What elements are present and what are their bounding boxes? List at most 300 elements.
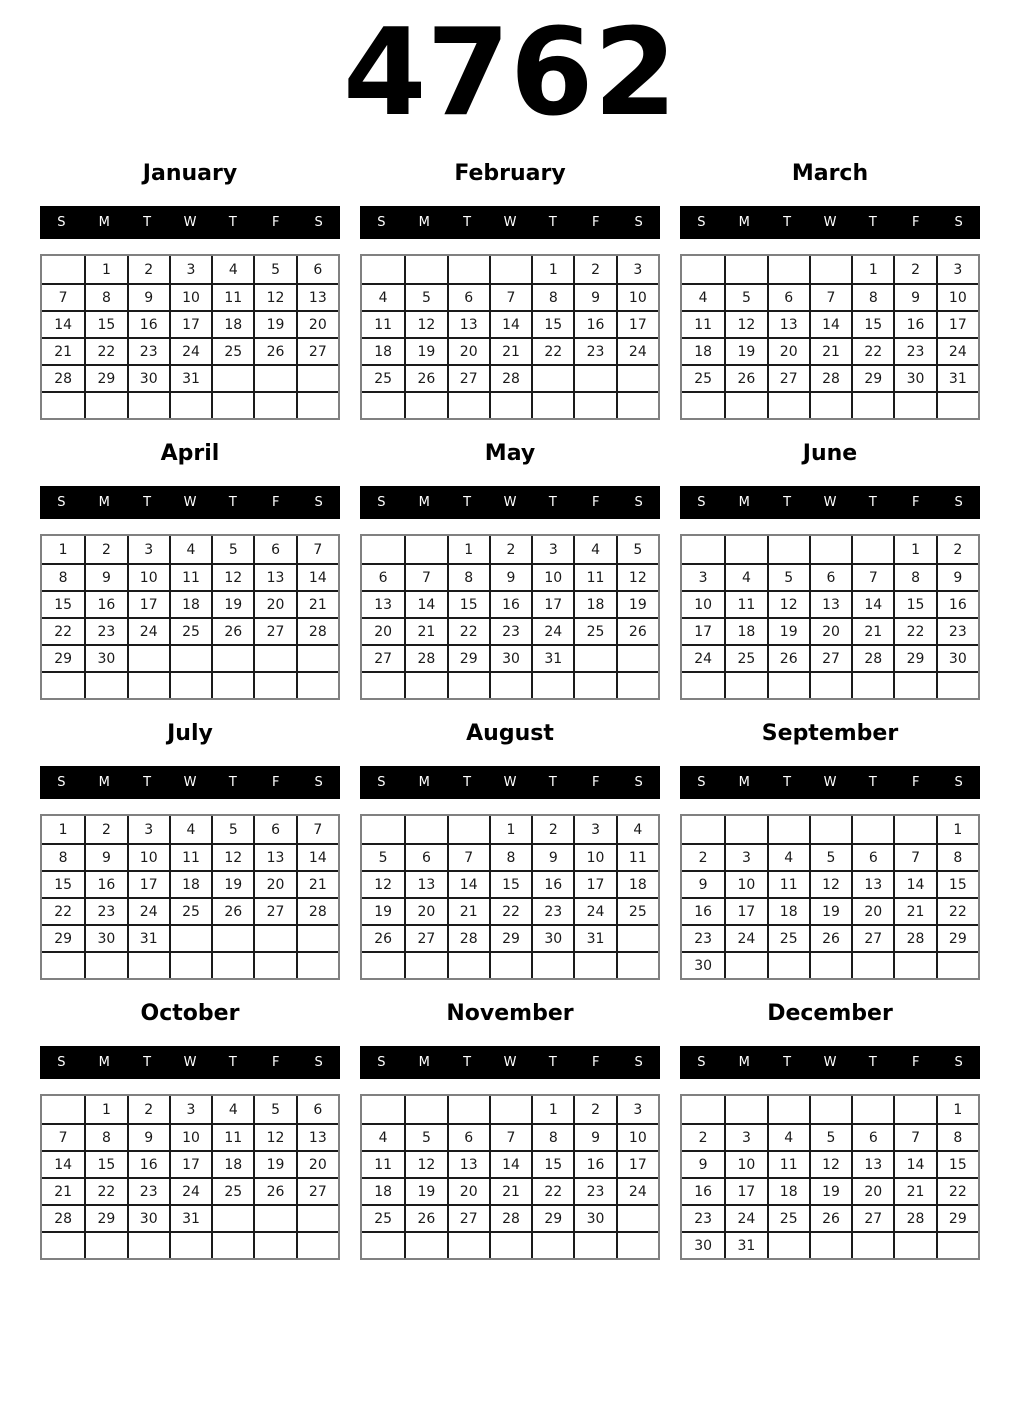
day-cell-empty <box>447 256 489 283</box>
day-cell-empty <box>616 644 658 671</box>
day-cell: 12 <box>362 870 404 897</box>
day-cell: 16 <box>573 310 615 337</box>
day-cell: 19 <box>404 337 446 364</box>
day-grid <box>40 254 340 420</box>
day-cell-empty <box>724 951 766 978</box>
day-cell: 30 <box>682 951 724 978</box>
day-cell: 11 <box>362 310 404 337</box>
weekday-header <box>40 766 340 799</box>
day-cell: 3 <box>531 536 573 563</box>
day-cell-empty <box>169 671 211 698</box>
day-cell: 7 <box>42 283 84 310</box>
day-cell: 25 <box>724 644 766 671</box>
day-cell-empty <box>362 1096 404 1123</box>
day-cell-empty <box>362 951 404 978</box>
day-cell: 24 <box>616 1177 658 1204</box>
day-cell-empty <box>362 671 404 698</box>
day-cell: 7 <box>893 843 935 870</box>
month-name: October <box>140 1001 240 1026</box>
day-cell-empty <box>809 1096 851 1123</box>
day-cell: 2 <box>531 816 573 843</box>
day-cell: 24 <box>682 644 724 671</box>
day-cell: 4 <box>767 1123 809 1150</box>
weekday-label: W <box>823 775 837 790</box>
day-cell: 6 <box>767 283 809 310</box>
weekday-header <box>680 766 980 799</box>
day-cell: 25 <box>767 1204 809 1231</box>
day-cell: 22 <box>489 897 531 924</box>
day-cell: 31 <box>936 364 978 391</box>
day-cell: 7 <box>809 283 851 310</box>
day-cell: 25 <box>362 364 404 391</box>
day-cell: 2 <box>127 1096 169 1123</box>
day-cell-empty <box>447 1096 489 1123</box>
day-cell: 18 <box>211 1150 253 1177</box>
day-cell: 28 <box>447 924 489 951</box>
day-cell: 9 <box>573 1123 615 1150</box>
day-cell: 25 <box>616 897 658 924</box>
day-cell: 24 <box>616 337 658 364</box>
day-cell: 22 <box>936 897 978 924</box>
day-cell: 7 <box>296 536 338 563</box>
weekday-label: T <box>868 775 877 790</box>
weekday-label: S <box>954 495 963 510</box>
day-cell-empty <box>531 951 573 978</box>
day-cell: 10 <box>127 843 169 870</box>
day-cell: 2 <box>682 843 724 870</box>
day-cell-empty <box>936 951 978 978</box>
day-cell: 20 <box>809 617 851 644</box>
day-cell: 25 <box>211 337 253 364</box>
day-cell-empty <box>211 364 253 391</box>
day-cell-empty <box>616 951 658 978</box>
day-cell-empty <box>42 391 84 418</box>
day-cell: 6 <box>447 1123 489 1150</box>
weekday-label: S <box>377 775 386 790</box>
day-cell-empty <box>404 391 446 418</box>
day-cell: 6 <box>296 256 338 283</box>
weekday-label: S <box>57 215 66 230</box>
day-cell: 25 <box>169 617 211 644</box>
month-name: January <box>142 161 238 186</box>
day-cell: 29 <box>42 924 84 951</box>
day-cell: 12 <box>253 1123 295 1150</box>
day-cell: 5 <box>724 283 766 310</box>
day-cell-empty <box>447 1231 489 1258</box>
day-cell-empty <box>253 1231 295 1258</box>
day-cell: 11 <box>616 843 658 870</box>
day-cell: 24 <box>127 897 169 924</box>
day-cell: 15 <box>851 310 893 337</box>
month-block <box>680 720 980 980</box>
day-cell: 19 <box>404 1177 446 1204</box>
day-cell: 9 <box>127 1123 169 1150</box>
day-cell: 16 <box>682 897 724 924</box>
weekday-label: W <box>503 775 517 790</box>
day-cell: 6 <box>851 843 893 870</box>
day-cell: 27 <box>809 644 851 671</box>
weekday-label: T <box>783 215 792 230</box>
weekday-label: S <box>377 215 386 230</box>
day-cell: 5 <box>404 1123 446 1150</box>
weekday-label: T <box>463 495 472 510</box>
day-cell-empty <box>447 816 489 843</box>
day-cell: 11 <box>767 870 809 897</box>
day-cell: 7 <box>893 1123 935 1150</box>
day-cell: 12 <box>211 563 253 590</box>
day-cell: 7 <box>489 283 531 310</box>
day-cell: 16 <box>682 1177 724 1204</box>
day-cell: 12 <box>616 563 658 590</box>
day-cell-empty <box>767 951 809 978</box>
day-cell-empty <box>767 256 809 283</box>
day-cell: 4 <box>573 536 615 563</box>
weekday-label: F <box>271 775 280 790</box>
day-cell: 13 <box>809 590 851 617</box>
day-cell: 20 <box>447 337 489 364</box>
day-cell: 14 <box>489 310 531 337</box>
day-cell-empty <box>404 1231 446 1258</box>
day-cell: 5 <box>253 256 295 283</box>
day-grid <box>360 254 660 420</box>
day-cell: 2 <box>573 256 615 283</box>
day-cell-empty <box>404 536 446 563</box>
month-block <box>680 440 980 700</box>
weekday-label: M <box>98 1055 110 1070</box>
day-cell: 17 <box>682 617 724 644</box>
day-cell: 21 <box>851 617 893 644</box>
day-cell-empty <box>211 1204 253 1231</box>
day-cell: 28 <box>489 364 531 391</box>
day-cell-empty <box>682 536 724 563</box>
day-cell: 10 <box>724 1150 766 1177</box>
day-cell: 17 <box>127 590 169 617</box>
weekday-label: S <box>954 215 963 230</box>
weekday-label: T <box>548 215 557 230</box>
day-cell: 8 <box>936 1123 978 1150</box>
day-cell-empty <box>851 1096 893 1123</box>
day-cell-empty <box>573 1231 615 1258</box>
day-cell-empty <box>84 951 126 978</box>
day-cell: 24 <box>127 617 169 644</box>
weekday-label: M <box>98 495 110 510</box>
month-block <box>360 440 660 700</box>
day-cell-empty <box>447 391 489 418</box>
weekday-label: F <box>591 495 600 510</box>
day-cell-empty <box>616 391 658 418</box>
day-cell-empty <box>573 364 615 391</box>
day-cell-empty <box>489 391 531 418</box>
day-cell: 13 <box>851 1150 893 1177</box>
day-cell: 2 <box>84 536 126 563</box>
day-cell-empty <box>489 951 531 978</box>
weekday-header <box>40 1046 340 1079</box>
day-cell: 15 <box>489 870 531 897</box>
day-cell: 8 <box>531 283 573 310</box>
month-block <box>680 160 980 420</box>
day-cell: 14 <box>893 1150 935 1177</box>
day-cell: 15 <box>531 310 573 337</box>
weekday-label: M <box>738 775 750 790</box>
day-cell-empty <box>724 536 766 563</box>
day-cell: 2 <box>489 536 531 563</box>
day-cell-empty <box>767 671 809 698</box>
day-cell-empty <box>42 671 84 698</box>
day-cell-empty <box>682 1096 724 1123</box>
day-cell-empty <box>724 256 766 283</box>
day-cell: 5 <box>253 1096 295 1123</box>
day-cell-empty <box>573 391 615 418</box>
day-cell: 4 <box>169 816 211 843</box>
day-cell: 1 <box>936 1096 978 1123</box>
day-cell: 6 <box>253 816 295 843</box>
day-cell: 6 <box>296 1096 338 1123</box>
day-cell: 1 <box>84 1096 126 1123</box>
month-name: November <box>446 1001 574 1026</box>
day-cell: 29 <box>42 644 84 671</box>
day-cell: 24 <box>169 337 211 364</box>
day-cell: 17 <box>616 1150 658 1177</box>
day-cell: 23 <box>682 924 724 951</box>
day-cell-empty <box>767 391 809 418</box>
day-cell: 17 <box>573 870 615 897</box>
month-block <box>360 160 660 420</box>
day-cell: 14 <box>42 310 84 337</box>
weekday-label: W <box>823 1055 837 1070</box>
day-cell: 15 <box>84 310 126 337</box>
day-cell: 19 <box>211 590 253 617</box>
weekday-label: T <box>228 215 237 230</box>
day-cell-empty <box>296 644 338 671</box>
day-cell: 17 <box>531 590 573 617</box>
day-cell: 18 <box>362 337 404 364</box>
day-cell: 5 <box>809 843 851 870</box>
day-cell: 20 <box>851 897 893 924</box>
weekday-label: T <box>463 775 472 790</box>
day-cell: 2 <box>893 256 935 283</box>
day-cell: 25 <box>169 897 211 924</box>
weekday-label: W <box>823 495 837 510</box>
day-cell: 10 <box>616 1123 658 1150</box>
day-cell: 2 <box>936 536 978 563</box>
weekday-label: F <box>911 1055 920 1070</box>
day-cell: 18 <box>169 590 211 617</box>
day-cell-empty <box>936 1231 978 1258</box>
day-cell: 25 <box>682 364 724 391</box>
day-cell: 3 <box>127 816 169 843</box>
day-cell: 4 <box>362 1123 404 1150</box>
day-cell: 27 <box>404 924 446 951</box>
day-cell: 26 <box>809 1204 851 1231</box>
day-cell: 29 <box>84 364 126 391</box>
day-cell-empty <box>809 671 851 698</box>
weekday-label: M <box>418 775 430 790</box>
day-cell: 16 <box>489 590 531 617</box>
day-cell: 19 <box>362 897 404 924</box>
day-cell-empty <box>362 256 404 283</box>
weekday-label: S <box>634 775 643 790</box>
day-cell-empty <box>404 671 446 698</box>
weekday-label: T <box>143 215 152 230</box>
day-cell-empty <box>42 256 84 283</box>
day-cell: 14 <box>447 870 489 897</box>
weekday-label: M <box>738 495 750 510</box>
day-cell: 3 <box>169 256 211 283</box>
weekday-label: M <box>98 215 110 230</box>
day-cell: 11 <box>682 310 724 337</box>
day-cell-empty <box>296 951 338 978</box>
day-cell: 9 <box>682 870 724 897</box>
weekday-label: F <box>911 775 920 790</box>
day-cell-empty <box>851 816 893 843</box>
weekday-label: S <box>634 495 643 510</box>
day-cell: 14 <box>404 590 446 617</box>
day-cell: 31 <box>573 924 615 951</box>
day-cell-empty <box>893 816 935 843</box>
day-cell: 22 <box>893 617 935 644</box>
day-cell: 23 <box>127 337 169 364</box>
day-cell: 4 <box>211 1096 253 1123</box>
day-cell: 19 <box>767 617 809 644</box>
day-cell-empty <box>211 924 253 951</box>
weekday-label: W <box>183 495 197 510</box>
day-cell: 22 <box>936 1177 978 1204</box>
weekday-label: T <box>228 1055 237 1070</box>
day-cell: 7 <box>296 816 338 843</box>
day-cell: 28 <box>42 364 84 391</box>
day-cell: 23 <box>531 897 573 924</box>
day-cell-empty <box>127 644 169 671</box>
day-cell: 26 <box>211 897 253 924</box>
month-name: September <box>761 721 899 746</box>
day-cell: 4 <box>682 283 724 310</box>
day-cell-empty <box>724 671 766 698</box>
weekday-label: F <box>591 775 600 790</box>
month-block <box>40 160 340 420</box>
day-cell-empty <box>169 951 211 978</box>
day-cell: 3 <box>127 536 169 563</box>
weekday-label: T <box>868 495 877 510</box>
weekday-label: M <box>418 215 430 230</box>
day-cell: 18 <box>362 1177 404 1204</box>
day-cell-empty <box>253 391 295 418</box>
day-cell: 18 <box>767 1177 809 1204</box>
day-cell: 28 <box>296 617 338 644</box>
day-cell: 17 <box>616 310 658 337</box>
day-cell: 8 <box>84 283 126 310</box>
day-cell: 13 <box>447 310 489 337</box>
weekday-label: F <box>911 215 920 230</box>
day-cell: 18 <box>682 337 724 364</box>
day-cell: 23 <box>936 617 978 644</box>
day-cell-empty <box>682 816 724 843</box>
weekday-header <box>360 486 660 519</box>
day-cell: 5 <box>767 563 809 590</box>
month-name: April <box>160 441 220 466</box>
day-cell: 27 <box>253 897 295 924</box>
day-cell-empty <box>404 256 446 283</box>
day-cell: 23 <box>84 617 126 644</box>
day-cell: 29 <box>84 1204 126 1231</box>
day-cell-empty <box>682 256 724 283</box>
weekday-header <box>360 766 660 799</box>
day-cell: 16 <box>893 310 935 337</box>
day-cell-empty <box>893 671 935 698</box>
weekday-label: T <box>228 775 237 790</box>
day-cell: 15 <box>936 870 978 897</box>
day-cell-empty <box>682 671 724 698</box>
month-block <box>40 440 340 700</box>
weekday-header <box>40 206 340 239</box>
day-cell-empty <box>211 671 253 698</box>
day-cell: 20 <box>296 1150 338 1177</box>
day-cell-empty <box>809 536 851 563</box>
day-cell: 26 <box>724 364 766 391</box>
weekday-label: W <box>183 775 197 790</box>
day-cell-empty <box>893 1096 935 1123</box>
day-cell-empty <box>616 671 658 698</box>
day-cell: 24 <box>936 337 978 364</box>
day-cell-empty <box>724 391 766 418</box>
day-cell: 13 <box>767 310 809 337</box>
day-cell: 27 <box>253 617 295 644</box>
day-cell-empty <box>211 644 253 671</box>
day-cell: 4 <box>767 843 809 870</box>
day-grid <box>680 534 980 700</box>
day-cell-empty <box>447 671 489 698</box>
day-cell-empty <box>296 1231 338 1258</box>
day-cell: 23 <box>573 1177 615 1204</box>
day-cell: 11 <box>169 843 211 870</box>
day-cell: 12 <box>404 310 446 337</box>
day-cell: 28 <box>42 1204 84 1231</box>
day-cell: 26 <box>404 364 446 391</box>
day-cell: 20 <box>362 617 404 644</box>
day-cell-empty <box>936 671 978 698</box>
day-cell-empty <box>489 256 531 283</box>
weekday-label: S <box>57 1055 66 1070</box>
day-cell: 30 <box>84 924 126 951</box>
day-cell-empty <box>809 256 851 283</box>
day-cell: 26 <box>362 924 404 951</box>
day-cell: 10 <box>531 563 573 590</box>
day-cell: 9 <box>682 1150 724 1177</box>
day-cell: 14 <box>42 1150 84 1177</box>
day-cell-empty <box>42 1231 84 1258</box>
day-cell-empty <box>531 391 573 418</box>
day-cell: 1 <box>489 816 531 843</box>
day-cell: 30 <box>127 1204 169 1231</box>
day-cell-empty <box>893 391 935 418</box>
weekday-header <box>360 1046 660 1079</box>
day-cell-empty <box>404 816 446 843</box>
day-cell: 9 <box>531 843 573 870</box>
day-cell: 5 <box>404 283 446 310</box>
day-cell: 24 <box>724 924 766 951</box>
day-cell: 14 <box>296 563 338 590</box>
weekday-label: T <box>463 1055 472 1070</box>
day-cell: 28 <box>809 364 851 391</box>
month-name: May <box>484 441 536 466</box>
day-cell-empty <box>362 391 404 418</box>
weekday-label: S <box>314 775 323 790</box>
weekday-label: W <box>503 495 517 510</box>
day-cell-empty <box>253 1204 295 1231</box>
day-cell: 3 <box>616 256 658 283</box>
day-cell: 28 <box>893 1204 935 1231</box>
day-cell: 11 <box>767 1150 809 1177</box>
day-cell: 9 <box>84 563 126 590</box>
